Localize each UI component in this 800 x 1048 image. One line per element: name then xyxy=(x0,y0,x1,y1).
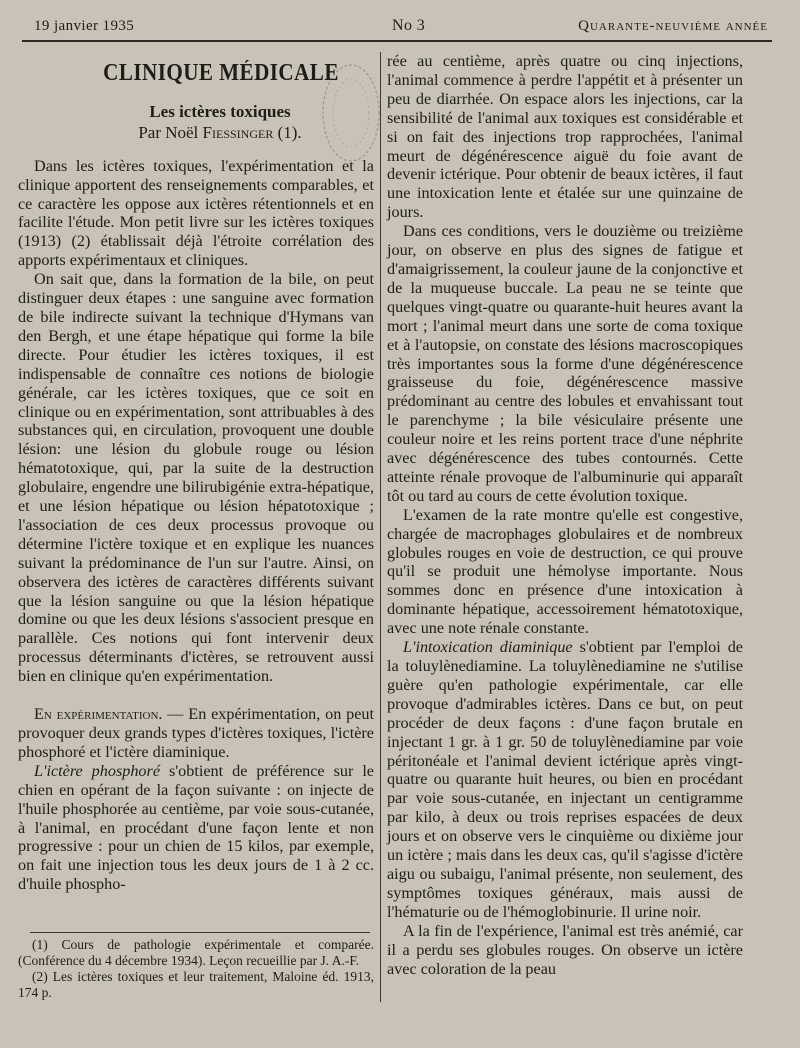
paragraph xyxy=(18,705,374,762)
footnote: (1) Cours de pathologie expérimentale et comparée. (Conférence du 4 décembre 1934). Leçon recueillie par J. A.-F. xyxy=(18,937,374,968)
page-header xyxy=(22,16,772,42)
section-title: CLINIQUE MÉDICALE xyxy=(103,60,339,86)
author-footnote-ref: (1). xyxy=(277,122,302,142)
paragraph: L'examen de la rate montre qu'elle est congestive, chargée de macrophages globulaires et de nombreux globules rouges en voie de destruction, ce qui prouve qu'il se produit une hémolyse importante. Nous sommes donc en présence d'une intoxication à dominante hépatique, accessoirement hématotoxique, avec une note rénale constante. xyxy=(387,505,743,638)
section-lead: En expérimentation. xyxy=(34,705,163,724)
paragraph-text: s'obtient de préférence sur le chien en opérant de la façon suivante : on injecte de l'huile phosphorée au centième, par voie sous-cutanée, à l'animal, en procédant d'une façon lente et non progressive : pour un chien de 15 kilos, par exemple, on fait une injection tous les deux jours de 1 à 2 cc. d'huile phospho- xyxy=(18,761,374,894)
paragraph: A la fin de l'expérience, l'animal est très anémié, car il a perdu ses globules rouges. On observe un ictère avec coloration de la peau xyxy=(387,921,743,978)
footnotes xyxy=(18,937,374,1001)
publication-year: Quarante-neuvième année xyxy=(578,18,768,34)
column-divider xyxy=(380,52,381,1002)
italic-lead: L'intoxication diaminique xyxy=(403,638,573,657)
article-author xyxy=(66,124,374,143)
paragraph-text: s'obtient par l'emploi de la toluylènediamine. La toluylènediamine ne s'utilise guère qu'en pathologie expérimentale, car elle provoque d'admirables ictères. Dans ce but, on peut procéder de deux façons : d'une façon brutale en injectant 1 gr. à 1 gr. 50 de toluylènediamine par voie péritonéale et l'animal devient ictérique après vingt-quatre ou quarante huit heures, ou bien en procédant par voie sous-cutanée, en injectant un centigramme par kilo, à deux ou trois reprises espacées de deux jours et on observe vers le cinquième ou dixième jour un ictère ; mais dans les deux cas, qu'il s'agisse d'ictère aigu ou subaigu, l'animal présente, non seulement, des symptômes toxiques généraux, mais aussi de l'hématurie ou de l'hémoglobinurie. Il urine noir. xyxy=(387,638,743,921)
paragraph: Dans ces conditions, vers le douzième ou treizième jour, on observe en plus des signes de fatigue et d'amaigrissement, la couleur jaune de la conjonctive et de la muqueuse buccale. La peau ne se teinte que quelques vingt-quatre ou quarante-huit heures avant la mort ; l'animal meurt dans une sorte de coma toxique et à l'autopsie, on constate des lésions macroscopiques très importantes sous la forme d'une dégénérescence graisseuse du foie, dégénérescence massive prédominant au centre des lobules et envahissant tout le parenchyme ; la bile vésiculaire présente une couleur noire et les reins portent trace d'une néphrite avec dégénérescence des tubes contournés. Cette atteinte rénale provoque de l'albuminurie qui apparaît tôt ou tard au cours de cette évolution toxique. xyxy=(387,222,743,505)
paragraph xyxy=(387,638,743,922)
author-name: Fiessinger xyxy=(202,122,274,142)
footnote: (2) Les ictères toxiques et leur traitement, Maloine éd. 1913, 174 p. xyxy=(18,969,374,1000)
italic-lead: L'ictère phosphoré xyxy=(34,761,161,780)
paragraph: rée au centième, après quatre ou cinq injections, l'animal commence à perdre l'appétit et à présenter un peu de diarrhée. On espace alors les injections, car la sensibilité de l'animal aux toxiques est considérable et si on fait des injections trop rapprochées, l'animal meurt de dégénérescence aiguë du foie avant de devenir ictérique. Pour obtenir de beaux ictères, il faut une intoxication lente et étalée sur une quinzaine de jours. xyxy=(387,52,743,222)
paragraph: Dans les ictères toxiques, l'expérimentation et la clinique apportent des renseignements comparables, et ce caractère les oppose aux ictères rétentionnels et en facilite l'étude. Mon petit livre sur les ictères toxiques (1913) (2) établissait déjà l'étroite corrélation des apports expérimentaux et cliniques. xyxy=(18,156,374,270)
paragraph xyxy=(18,762,374,894)
left-column xyxy=(18,58,374,894)
right-column xyxy=(387,52,743,978)
paragraph: On sait que, dans la formation de la bile, on peut distinguer deux étapes : une sanguine avec formation de bile indirecte suivant la technique d'Hymans van den Bergh, et une étape hépatique qui forme la bile directe. Pour étudier les ictères toxiques, il est indispensable de connaître ces notions de biologie générale, car les ictères toxiques, que ce soit en clinique ou en expérimentation, sont attribuables à des substances qui, en circulation, provoquent une double lésion: une lésion du globule rouge ou lésion hématotoxique, qui, par la suite de la destruction globulaire, engendre une bilirubigénie extra-hépatique, et une lésion hépatique ou lésion hépatotoxique ; l'association de ces deux processus provoque ou détermine l'ictère toxique et en explique les nuances suivant la prédominance de l'un sur l'autre. Ainsi, on observera des ictères de caractères différents suivant que la lésion sanguine ou que la lésion hépatique domine ou que les deux lésions s'associent presque en parallèle. Ces notions qui font intervenir deux processus déterminants d'ictères, se retrouvent aussi bien en clinique qu'en expérimentation. xyxy=(18,270,374,686)
author-prefix: Par Noël xyxy=(138,122,199,142)
paragraph-text: — En expérimentation, on peut provoquer deux grands types d'ictères toxiques, l'ictère phosphoré et l'ictère diaminique. xyxy=(18,705,375,761)
article-title: Les ictères toxiques xyxy=(149,101,291,121)
issue-date: 19 janvier 1935 xyxy=(34,18,135,34)
footnote-rule xyxy=(30,932,370,933)
issue-number: No 3 xyxy=(392,17,426,34)
